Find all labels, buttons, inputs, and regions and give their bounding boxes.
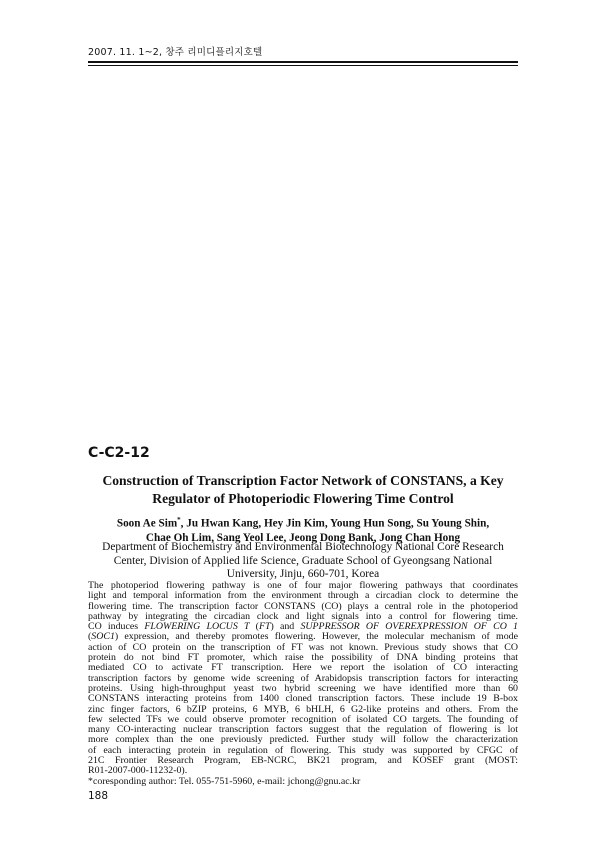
first-author: Soon Ae Sim	[116, 517, 178, 530]
text-run: ) and	[270, 621, 301, 633]
abstract-line: of each interacting protein in regulation of flowering. This study was supported by CFGC of	[88, 744, 518, 756]
abstract-body	[88, 581, 518, 787]
corresponding-mark: *	[177, 516, 181, 524]
corresponding-author: *coresponding author: Tel. 055-751-5960, e-mail: jchong@gnu.ac.kr	[88, 775, 361, 787]
authors-line-2: Chae Oh Lim, Sang Yeol Lee, Jeong Dong Bank, Jong Chan Hong	[145, 531, 461, 544]
abstract-code: C-C2-12	[88, 445, 150, 461]
abstract-line: R01-2007-000-11232-0).	[88, 765, 188, 777]
abstract-line: protein do not bind FT promoter, which raise the possibility of DNA binding proteins that	[88, 652, 518, 664]
abstract-line: The photoperiod flowering pathway is one of four major flowering pathways that coordinates	[88, 580, 518, 591]
text-run: (	[88, 631, 92, 643]
abstract-line: light and temporal information from the environment through a circadian clock to determine the	[88, 590, 518, 602]
text-run: CO induces	[88, 621, 145, 633]
header-rule-thin	[88, 65, 518, 66]
gene-name-italic: SUPPRESSOR OF OVEREXPRESSION OF CO 1	[300, 621, 518, 633]
authors-line-1	[88, 513, 518, 531]
abstract-line: mediated CO to activate FT transcription. Here we report the isolation of CO interacting	[88, 662, 518, 674]
author-list	[88, 513, 518, 545]
abstract-line: pathway by integrating the circadian clock and light signals into a control for flowering time.	[88, 610, 518, 622]
abstract-line: CONSTANS interacting proteins from 1400 cloned transcription factors. These include 19 B-box	[88, 693, 518, 705]
title-line-1: Construction of Transcription Factor Network of CONSTANS, a Key	[102, 473, 504, 488]
abstract-line: zinc finger factors, 6 bZIP proteins, 6 MYB, 6 bHLH, 6 G2-like proteins and others. From the	[88, 703, 518, 715]
text-run: ) expression, and thereby promotes flowering. However, the molecular mechanism of mode	[114, 631, 518, 643]
gene-name-italic: FT	[258, 621, 271, 633]
header-rule-thick	[88, 61, 518, 63]
text-run: (	[249, 621, 259, 633]
abstract-line: more complex than the one previously predicted. Further study will follow the characterization	[88, 734, 518, 746]
gene-name-italic: SOC1	[91, 631, 115, 643]
paper-title	[88, 472, 518, 508]
abstract-line: flowering time. The transcription factor CONSTANS (CO) plays a central role in the photoperiod	[88, 600, 518, 612]
abstract-line: few selected TFs we could observe promoter recognition of isolated CO targets. The founding of	[88, 713, 518, 725]
affiliation-line-1: Department of Biochemistry and Environmental Biotechnology National Core Research	[102, 541, 504, 553]
affiliation-line-2: Center, Division of Applied life Science, Graduate School of Gyeongsang National	[113, 554, 493, 567]
abstract-line: transcription factors by genome wide screening of Arabidopsis transcription factors for interacting	[88, 672, 518, 684]
authors-rest: , Ju Hwan Kang, Hey Jin Kim, Young Hun Song, Su Young Shin,	[180, 517, 490, 530]
running-header: 2007. 11. 1~2, 창주 리미디플리지호텔	[88, 47, 263, 58]
abstract-line: proteins. Using high-throughput yeast two hybrid screening we have identified more than 60	[88, 682, 518, 694]
gene-name-italic: FLOWERING LOCUS T	[144, 621, 250, 633]
abstract-line: action of CO protein on the transcription of FT was not known. Previous study shows that CO	[88, 641, 518, 653]
affiliation-line-3: University, Jinju, 660-701, Korea	[226, 568, 380, 580]
abstract-line: 21C Frontier Research Program, EB-NCRC, BK21 program, and KOSEF grant (MOST:	[88, 755, 518, 767]
title-line-2: Regulator of Photoperiodic Flowering Time Control	[152, 491, 454, 506]
page-number: 188	[88, 790, 109, 802]
abstract-line: many CO-interacting nuclear transcription factors suggest that the regulation of flowering is lot	[88, 724, 518, 736]
affiliation	[88, 541, 518, 582]
